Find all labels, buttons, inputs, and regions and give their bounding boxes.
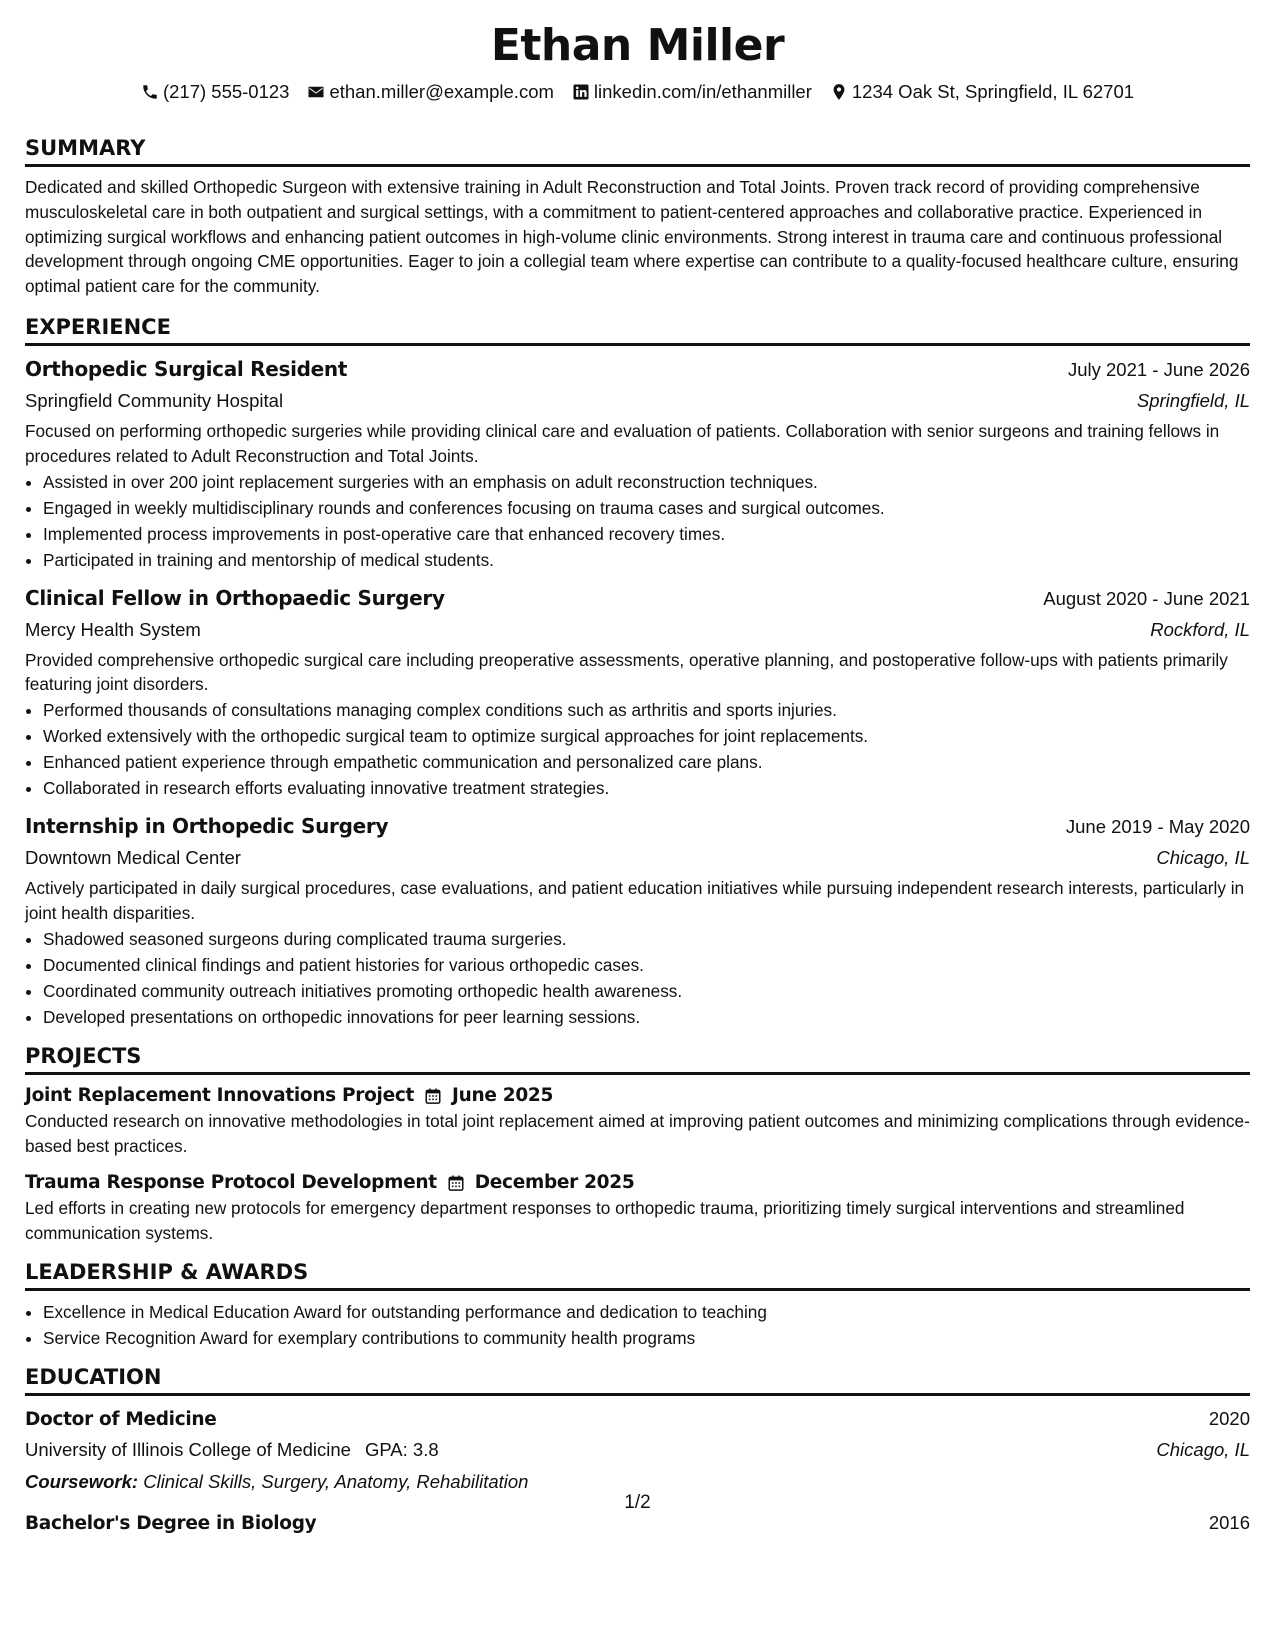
- list-item: • Developed presentations on orthopedic innovations for peer learning sessions.: [43, 1004, 1250, 1030]
- job-dates: July 2021 - June 2026: [1067, 358, 1250, 380]
- job-bullets: [25, 697, 1250, 801]
- project-entry: [25, 1083, 1250, 1159]
- envelope-icon: [307, 83, 325, 101]
- calendar-icon: [447, 1174, 465, 1192]
- coursework-list: Clinical Skills, Surgery, Anatomy, Rehabilitation: [143, 1470, 529, 1492]
- job-title: Internship in Orthopedic Surgery: [25, 814, 389, 839]
- map-pin-icon: [830, 83, 848, 101]
- experience-heading: EXPERIENCE: [25, 313, 1250, 346]
- summary-text: Dedicated and skilled Orthopedic Surgeon with extensive training in Adult Reconstruction and Total Joints. Proven track record of providing comprehensive musculoskeletal care in both outpatient and surgical settings, with a commitment to patient-centered approaches and collaborative practice. Experienced in optimizing surgical workflows and enhancing patient outcomes in high-volume clinic environments. Strong interest in trauma care and continuous professional development through ongoing CME opportunities. Eager to join a collegial team where expertise can contribute to a quality-focused healthcare culture, ensuring optimal patient care for the community.: [25, 177, 1239, 297]
- list-item: • Implemented process improvements in post-operative care that enhanced recovery times.: [43, 521, 1250, 547]
- job-location: Rockford, IL: [1150, 618, 1250, 640]
- job-description: Focused on performing orthopedic surgeries while providing clinical care and evaluation of patients. Collaboration with senior surgeons and training fellows in procedures related to Adult Reconstruction and Total Joints.: [25, 420, 1220, 466]
- list-item: • Performed thousands of consultations managing complex conditions such as arthritis and sports injuries.: [43, 697, 1250, 723]
- list-item: • Service Recognition Award for exemplary contributions to community health programs: [43, 1325, 1250, 1351]
- contact-phone: [141, 80, 290, 104]
- job-organization: Springfield Community Hospital: [25, 389, 284, 411]
- project-description: Conducted research on innovative methodologies in total joint replacement aimed at improving patient outcomes and minimizing complications through evidence-based best practices.: [25, 1110, 1250, 1156]
- job-entry: [25, 583, 1250, 802]
- projects-section: [25, 1042, 1250, 1246]
- school-name: University of Illinois College of Medicine GPA: 3.8: [25, 1438, 439, 1460]
- job-dates: August 2020 - June 2021: [1043, 587, 1250, 609]
- job-bullets: [25, 469, 1250, 573]
- calendar-icon: [424, 1087, 442, 1105]
- job-title: Clinical Fellow in Orthopaedic Surgery: [25, 585, 445, 610]
- project-date: June 2025: [452, 1084, 554, 1106]
- school-location: Chicago, IL: [1156, 1438, 1250, 1460]
- phone-text: (217) 555-0123: [162, 81, 290, 102]
- project-date: December 2025: [474, 1172, 635, 1194]
- education-entry: [25, 1404, 1250, 1498]
- list-item: • Enhanced patient experience through empathetic communication and personalized care plans.: [43, 749, 1250, 775]
- list-item: • Collaborated in research efforts evaluating innovative treatment strategies.: [43, 775, 1250, 801]
- linkedin-text: linkedin.com/in/ethanmiller: [593, 81, 812, 102]
- list-item: • Engaged in weekly multidisciplinary rounds and conferences focusing on trauma cases and surgical outcomes.: [43, 495, 1250, 521]
- summary-section: [25, 134, 1250, 299]
- job-entry: [25, 354, 1250, 573]
- awards-list: [25, 1299, 1250, 1351]
- phone-icon: [141, 83, 159, 101]
- coursework-label: Coursework:: [25, 1470, 139, 1492]
- summary-heading: SUMMARY: [25, 134, 1250, 167]
- job-location: Springfield, IL: [1136, 389, 1250, 411]
- job-bullets: [25, 926, 1250, 1030]
- contact-linkedin[interactable]: [572, 80, 812, 104]
- contact-email[interactable]: [307, 80, 553, 104]
- address-text: 1234 Oak St, Springfield, IL 62701: [851, 81, 1135, 102]
- contact-address: [830, 80, 1134, 104]
- job-entry: [25, 811, 1250, 1030]
- experience-section: [25, 313, 1250, 1030]
- project-description: Led efforts in creating new protocols for emergency department responses to orthopedic trauma, prioritizing timely surgical interventions and streamlined communication systems.: [25, 1198, 1185, 1244]
- degree-year: 2020: [1208, 1407, 1250, 1429]
- list-item: • Excellence in Medical Education Award for outstanding performance and dedication to teaching: [43, 1299, 1250, 1325]
- project-title: Joint Replacement Innovations Project: [25, 1084, 415, 1106]
- projects-heading: PROJECTS: [25, 1042, 1250, 1075]
- education-heading: EDUCATION: [25, 1363, 1250, 1396]
- job-organization: Downtown Medical Center: [25, 847, 241, 869]
- list-item: • Participated in training and mentorship of medical students.: [43, 547, 1250, 573]
- list-item: • Worked extensively with the orthopedic surgical team to optimize surgical approaches for joint replacements.: [43, 723, 1250, 749]
- job-description: Actively participated in daily surgical procedures, case evaluations, and patient education initiatives while pursuing independent research interests, particularly in joint health disparities.: [25, 878, 1245, 923]
- resume-page: [25, 18, 1250, 1538]
- linkedin-icon: [572, 83, 590, 101]
- job-location: Chicago, IL: [1156, 847, 1250, 869]
- contact-bar: [25, 80, 1250, 104]
- degree-title: Doctor of Medicine: [25, 1408, 217, 1430]
- list-item: • Shadowed seasoned surgeons during complicated trauma surgeries.: [43, 926, 1250, 952]
- job-description: Provided comprehensive orthopedic surgical care including preoperative assessments, operative planning, and postoperative follow-ups with patients primarily featuring joint disorders.: [25, 649, 1228, 695]
- leadership-section: [25, 1258, 1250, 1351]
- list-item: • Documented clinical findings and patient histories for various orthopedic cases.: [43, 952, 1250, 978]
- degree-year: 2016: [1208, 1511, 1250, 1533]
- email-text: ethan.miller@example.com: [329, 81, 554, 102]
- list-item: • Assisted in over 200 joint replacement surgeries with an emphasis on adult reconstruction techniques.: [43, 469, 1250, 495]
- page-number: 1/2: [624, 1492, 651, 1513]
- project-title: Trauma Response Protocol Development: [25, 1172, 437, 1194]
- job-dates: June 2019 - May 2020: [1065, 816, 1250, 838]
- candidate-name: Ethan Miller: [490, 20, 785, 71]
- job-title: Orthopedic Surgical Resident: [25, 356, 348, 381]
- project-entry: [25, 1170, 1250, 1246]
- gpa: GPA: 3.8: [364, 1438, 439, 1460]
- job-organization: Mercy Health System: [25, 618, 201, 640]
- list-item: • Coordinated community outreach initiatives promoting orthopedic health awareness.: [43, 978, 1250, 1004]
- leadership-heading: LEADERSHIP & AWARDS: [25, 1258, 1250, 1291]
- degree-title: Bachelor's Degree in Biology: [25, 1512, 317, 1534]
